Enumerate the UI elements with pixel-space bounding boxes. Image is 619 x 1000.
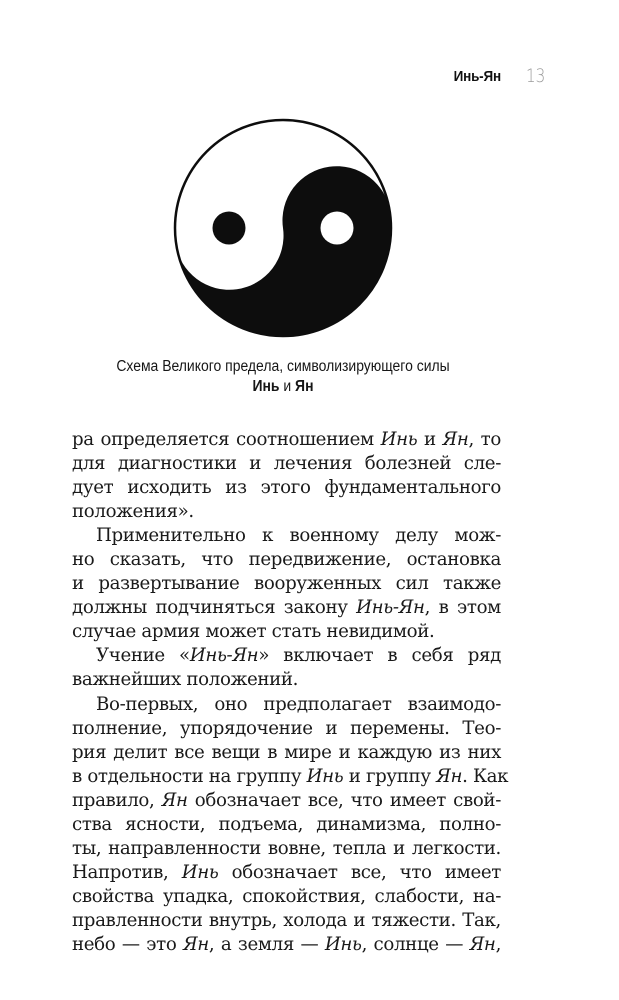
text-line: ра определяется соотношением Инь и Ян, то xyxy=(72,429,501,450)
text-line: правило, Ян обозначает все, что имеет свой- xyxy=(72,789,501,811)
italic-term: Ян xyxy=(161,789,188,811)
italic-term: Ян xyxy=(436,765,463,787)
text-line: небо — это Ян, а земля — Инь, солнце — Ян, xyxy=(72,933,501,955)
text-line: Во-первых, оно предполагает взаимодо- xyxy=(96,693,501,715)
text-line: Напротив, Инь обозначает все, что имеет xyxy=(72,861,501,883)
italic-term: Инь xyxy=(380,429,418,450)
text-line: Применительно к военному делу мож- xyxy=(96,525,501,547)
text-line: дует исходить из этого фундаментального xyxy=(72,477,501,499)
caption-conjunction: и xyxy=(279,378,296,395)
caption-yang: Ян xyxy=(295,378,314,395)
text-line: случае армия может стать невидимой. xyxy=(72,621,435,643)
text-line: правленности внутрь, холода и тяжести. Так, xyxy=(72,909,501,931)
italic-term: Ян xyxy=(469,933,496,955)
text-line: свойства упадка, спокойствия, слабости, на- xyxy=(72,885,501,907)
text-line: в отдельности на группу Инь и группу Ян. Как xyxy=(72,765,509,787)
text-line: Учение «Инь-Ян» включает в себя ряд xyxy=(96,645,501,667)
running-head-title: Инь-Ян xyxy=(453,68,501,85)
italic-term: Инь-Ян xyxy=(189,645,259,667)
text-line: полнение, упорядочение и перемены. Тео- xyxy=(72,717,501,739)
text-line: рия делит все вещи в мире и каждую из них xyxy=(72,741,501,763)
italic-term: Ян xyxy=(442,429,469,450)
figure-caption xyxy=(60,357,506,397)
text-line: и развертывание вооруженных сил также xyxy=(72,573,501,595)
text-line: ства ясности, подъема, динамизма, полно- xyxy=(72,813,501,835)
caption-line-2 xyxy=(82,377,483,397)
yin-yang-figure xyxy=(172,117,394,339)
italic-term: Инь xyxy=(181,861,219,883)
caption-yin: Инь xyxy=(252,378,280,395)
italic-term: Инь-Ян xyxy=(356,597,425,619)
italic-term: Ян xyxy=(182,933,209,955)
text-line: для диагностики и лечения болезней сле- xyxy=(72,453,501,475)
yin-yang-icon xyxy=(172,117,394,339)
text-line: ты, направленности вовне, тепла и легкости. xyxy=(72,837,501,859)
text-line: но сказать, что передвижение, остановка xyxy=(72,549,501,571)
caption-line-1: Схема Великого предела, символизирующего силы xyxy=(116,358,450,375)
text-line: важнейших положений. xyxy=(72,669,299,691)
page-number: 13 xyxy=(526,65,546,87)
italic-term: Инь xyxy=(306,765,344,787)
text-line: положения». xyxy=(72,501,194,523)
text-line: должны подчиняться закону Инь-Ян, в этом xyxy=(72,597,501,619)
italic-term: Инь xyxy=(324,933,362,955)
body-text xyxy=(72,428,509,957)
